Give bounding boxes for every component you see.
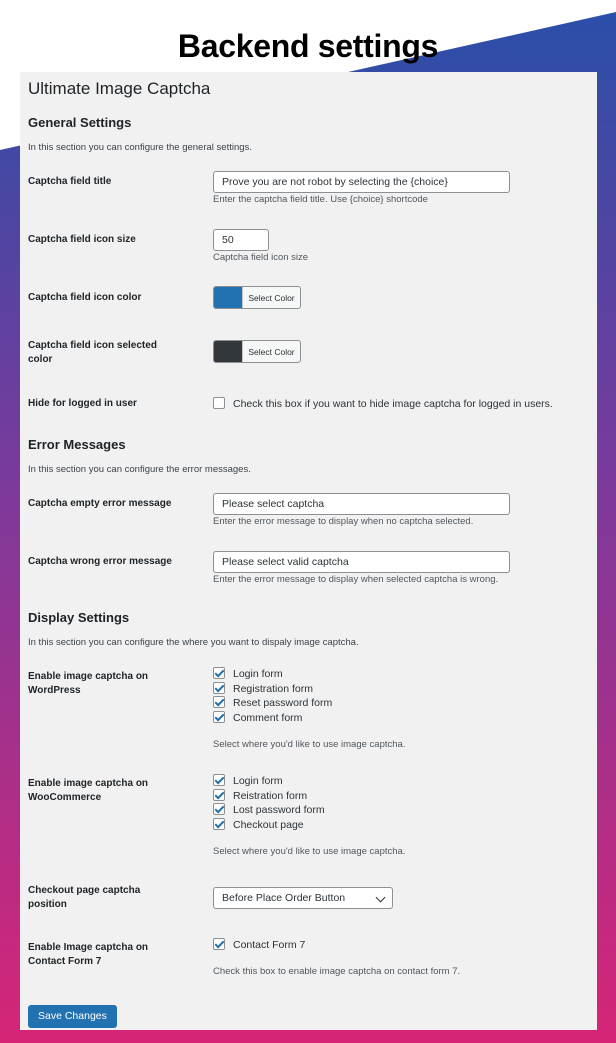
wc-checkout-checkbox[interactable] xyxy=(213,818,225,830)
wc-option-label: Lost password form xyxy=(233,804,325,816)
icon-selected-color-label-line2: color xyxy=(28,354,53,365)
hide-logged-row[interactable] xyxy=(213,397,553,412)
captcha-title-label: Captcha field title xyxy=(28,176,112,187)
wc-option-login[interactable] xyxy=(213,774,325,789)
icon-selected-color-button-label: Select Color xyxy=(242,341,300,362)
wc-option-registration[interactable] xyxy=(213,789,325,804)
wordpress-label xyxy=(28,670,188,698)
cf7-checkbox[interactable] xyxy=(213,938,225,950)
cf7-label-line2: Contact Form 7 xyxy=(28,956,102,967)
wp-option-reset-password[interactable] xyxy=(213,696,332,711)
cf7-option-label: Contact Form 7 xyxy=(233,939,306,951)
wp-reset-password-checkbox[interactable] xyxy=(213,696,225,708)
icon-color-label: Captcha field icon color xyxy=(28,292,142,303)
hide-logged-label: Hide for logged in user xyxy=(28,398,137,409)
wc-option-checkout[interactable] xyxy=(213,818,325,833)
wp-option-registration[interactable] xyxy=(213,682,332,697)
error-messages-description: In this section you can configure the error messages. xyxy=(28,464,251,475)
wrong-error-hint: Enter the error message to display when selected captcha is wrong. xyxy=(213,574,499,585)
wc-login-checkbox[interactable] xyxy=(213,774,225,786)
wc-option-label: Login form xyxy=(233,775,283,787)
wp-comment-checkbox[interactable] xyxy=(213,711,225,723)
wrong-error-label: Captcha wrong error message xyxy=(28,556,172,567)
checkout-position-label-line2: position xyxy=(28,899,67,910)
cf7-label xyxy=(28,941,188,969)
wp-login-checkbox[interactable] xyxy=(213,667,225,679)
icon-selected-color-picker[interactable] xyxy=(213,340,301,363)
general-settings-title: General Settings xyxy=(28,115,132,130)
empty-error-hint: Enter the error message to display when no captcha selected. xyxy=(213,516,474,527)
display-settings-description: In this section you can configure the where you want to dispaly image captcha. xyxy=(28,637,359,648)
icon-size-label: Captcha field icon size xyxy=(28,234,136,245)
checkout-position-value: Before Place Order Button xyxy=(222,892,346,904)
display-settings-title: Display Settings xyxy=(28,610,130,625)
icon-color-picker[interactable] xyxy=(213,286,301,309)
checkout-position-label xyxy=(28,884,188,912)
checkout-position-select[interactable] xyxy=(213,887,393,909)
checkout-position-label-line1: Checkout page captcha xyxy=(28,885,141,896)
wp-option-label: Registration form xyxy=(233,682,313,695)
empty-error-input[interactable]: Please select captcha xyxy=(213,493,510,515)
wordpress-options xyxy=(213,667,332,725)
icon-selected-color-label xyxy=(28,339,188,367)
empty-error-label: Captcha empty error message xyxy=(28,498,172,509)
icon-color-swatch xyxy=(214,287,242,308)
error-messages-title: Error Messages xyxy=(28,437,126,452)
woocommerce-label xyxy=(28,777,188,805)
save-changes-button[interactable]: Save Changes xyxy=(28,1005,117,1028)
wordpress-label-line2: WordPress xyxy=(28,685,81,696)
wordpress-hint: Select where you'd like to use image captcha. xyxy=(213,739,406,750)
cf7-option[interactable] xyxy=(213,938,305,953)
wrong-error-input[interactable]: Please select valid captcha xyxy=(213,551,510,573)
wc-option-label: Reistration form xyxy=(233,789,308,802)
icon-size-hint: Captcha field icon size xyxy=(213,252,309,263)
icon-selected-color-swatch xyxy=(214,341,242,362)
icon-color-button-label: Select Color xyxy=(242,287,300,308)
wc-option-label: Checkout page xyxy=(233,818,304,831)
cf7-label-line1: Enable Image captcha on xyxy=(28,942,149,953)
app-title: Ultimate Image Captcha xyxy=(28,79,211,98)
wp-option-label: Reset password form xyxy=(233,697,333,709)
wp-option-comment[interactable] xyxy=(213,711,332,726)
wp-option-label: Comment form xyxy=(233,711,303,724)
captcha-title-hint: Enter the captcha field title. Use {choice} shortcode xyxy=(213,194,428,205)
wordpress-label-line1: Enable image captcha on xyxy=(28,671,149,682)
wc-lost-password-checkbox[interactable] xyxy=(213,803,225,815)
woocommerce-hint: Select where you'd like to use image captcha. xyxy=(213,846,406,857)
wp-registration-checkbox[interactable] xyxy=(213,682,225,694)
general-settings-description: In this section you can configure the general settings. xyxy=(28,142,252,153)
settings-panel xyxy=(20,72,597,1030)
hide-logged-checkbox[interactable] xyxy=(213,397,225,409)
wc-option-lost-password[interactable] xyxy=(213,803,325,818)
page-headline: Backend settings xyxy=(177,28,439,64)
woocommerce-label-line1: Enable image captcha on xyxy=(28,778,149,789)
wc-registration-checkbox[interactable] xyxy=(213,789,225,801)
wp-option-login[interactable] xyxy=(213,667,332,682)
captcha-title-input[interactable]: Prove you are not robot by selecting the {choice} xyxy=(213,171,510,193)
woocommerce-label-line2: WooCommerce xyxy=(28,792,102,803)
chevron-down-icon xyxy=(376,893,386,903)
woocommerce-options xyxy=(213,774,325,832)
icon-size-input[interactable]: 50 xyxy=(213,229,269,251)
hide-logged-text: Check this box if you want to hide image captcha for logged in users. xyxy=(233,398,553,410)
icon-selected-color-label-line1: Captcha field icon selected xyxy=(28,340,157,351)
wp-option-label: Login form xyxy=(233,668,283,680)
cf7-hint: Check this box to enable image captcha on contact form 7. xyxy=(213,966,461,977)
